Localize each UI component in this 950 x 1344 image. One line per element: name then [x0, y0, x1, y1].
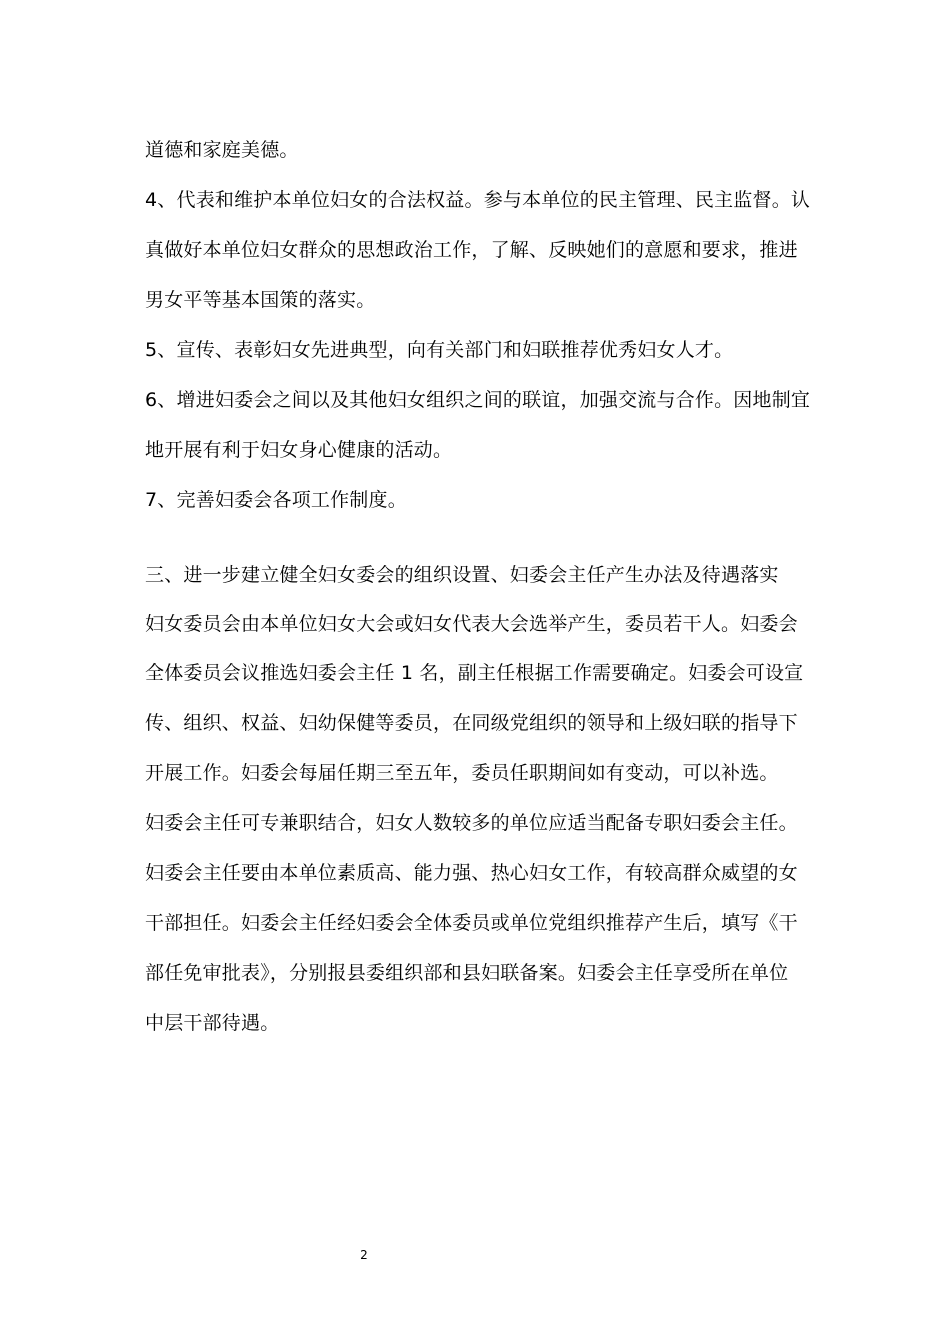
text-line: 中层干部待遇。 [145, 1012, 280, 1034]
text-line: 7、完善妇委会各项工作制度。 [145, 489, 407, 511]
text-line: 妇委会主任可专兼职结合，妇女人数较多的单位应适当配备专职妇委会主任。 [145, 812, 798, 834]
text-line: 妇女委员会由本单位妇女大会或妇女代表大会选举产生，委员若干人。妇委会 [145, 613, 798, 635]
page-number: 2 [360, 1248, 368, 1262]
text-line: 妇委会主任要由本单位素质高、能力强、热心妇女工作，有较高群众威望的女 [145, 862, 798, 884]
text-line: 男女平等基本国策的落实。 [145, 289, 376, 311]
text-line: 开展工作。妇委会每届任期三至五年，委员任职期间如有变动，可以补选。 [145, 762, 779, 784]
text-line: 全体委员会议推选妇委会主任 1 名，副主任根据工作需要确定。妇委会可设宣 [145, 662, 804, 684]
text-line: 4、代表和维护本单位妇女的合法权益。参与本单位的民主管理、民主监督。认 [145, 189, 811, 211]
text-line: 6、增进妇委会之间以及其他妇女组织之间的联谊，加强交流与合作。因地制宜 [145, 389, 811, 411]
text-line: 地开展有利于妇女身心健康的活动。 [145, 439, 453, 461]
text-line: 干部担任。妇委会主任经妇委会全体委员或单位党组织推荐产生后，填写《干 [145, 912, 798, 934]
text-line: 5、宣传、表彰妇女先进典型，向有关部门和妇联推荐优秀妇女人才。 [145, 339, 734, 361]
section-heading: 三、进一步建立健全妇女委会的组织设置、妇委会主任产生办法及待遇落实 [145, 564, 779, 586]
text-line: 部任免审批表》，分别报县委组织部和县妇联备案。妇委会主任享受所在单位 [145, 962, 789, 984]
text-line: 真做好本单位妇女群众的思想政治工作，了解、反映她们的意愿和要求，推进 [145, 239, 798, 261]
text-line: 道德和家庭美德。 [145, 139, 299, 161]
text-line: 传、组织、权益、妇幼保健等委员，在同级党组织的领导和上级妇联的指导下 [145, 712, 798, 734]
